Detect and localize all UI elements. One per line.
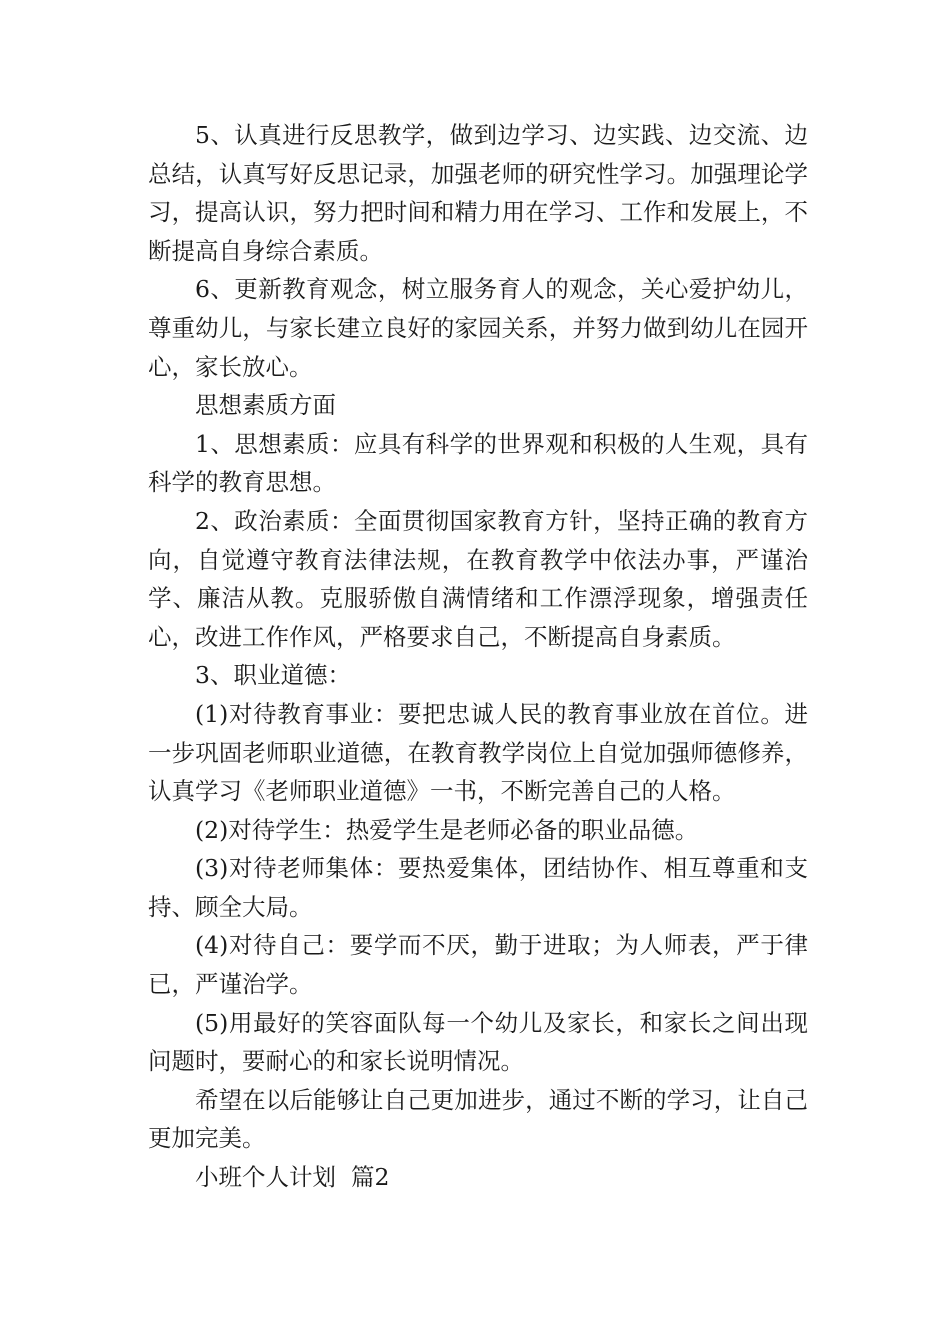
paragraph-political-quality: 2、政治素质：全面贯彻国家教育方针，坚持正确的教育方向，自觉遵守教育法律法规，在教育教学中依法办事，严谨治学、廉洁从教。克服骄傲自满情绪和工作漂浮现象，增强责任心，改进工作作风，严格要求自己，不断提高自身素质。 bbox=[148, 506, 808, 651]
section-title-plan-2: 小班个人计划 篇2 bbox=[195, 1163, 390, 1192]
paragraph-ideological-quality: 1、思想素质：应具有科学的世界观和积极的人生观，具有科学的教育思想。 bbox=[148, 429, 808, 497]
paragraph-ethics-self: (4)对待自己：要学而不厌，勤于进取；为人师表，严于律已，严谨治学。 bbox=[148, 931, 808, 999]
paragraph-closing-hope: 希望在以后能够让自己更加进步，通过不断的学习，让自己更加完美。 bbox=[148, 1085, 808, 1153]
paragraph-education-concept: 6、更新教育观念，树立服务育人的观念，关心爱护幼儿，尊重幼儿，与家长建立良好的家园关系，并努力做到幼儿在园开心，家长放心。 bbox=[148, 275, 808, 381]
paragraph-ethics-education-cause: (1)对待教育事业：要把忠诚人民的教育事业放在首位。进一步巩固老师职业道德，在教育教学岗位上自觉加强师德修养，认真学习《老师职业道德》一书，不断完善自己的人格。 bbox=[148, 699, 808, 806]
section-heading-ideological-quality: 思想素质方面 bbox=[195, 391, 336, 420]
paragraph-ethics-parents: (5)用最好的笑容面队每一个幼儿及家长，和家长之间出现问题时，要耐心的和家长说明情况。 bbox=[148, 1008, 808, 1076]
subheading-professional-ethics: 3、职业道德： bbox=[195, 661, 351, 690]
paragraph-reflective-teaching: 5、认真进行反思教学，做到边学习、边实践、边交流、边总结，认真写好反思记录，加强老师的研究性学习。加强理论学习，提高认识，努力把时间和精力用在学习、工作和发展上，不断提高自身综合素质。 bbox=[148, 121, 808, 265]
paragraph-ethics-teacher-collective: (3)对待老师集体：要热爱集体，团结协作、相互尊重和支持、顾全大局。 bbox=[148, 854, 808, 921]
paragraph-ethics-students: (2)对待学生：热爱学生是老师必备的职业品德。 bbox=[195, 815, 699, 844]
document-body bbox=[148, 116, 808, 1197]
